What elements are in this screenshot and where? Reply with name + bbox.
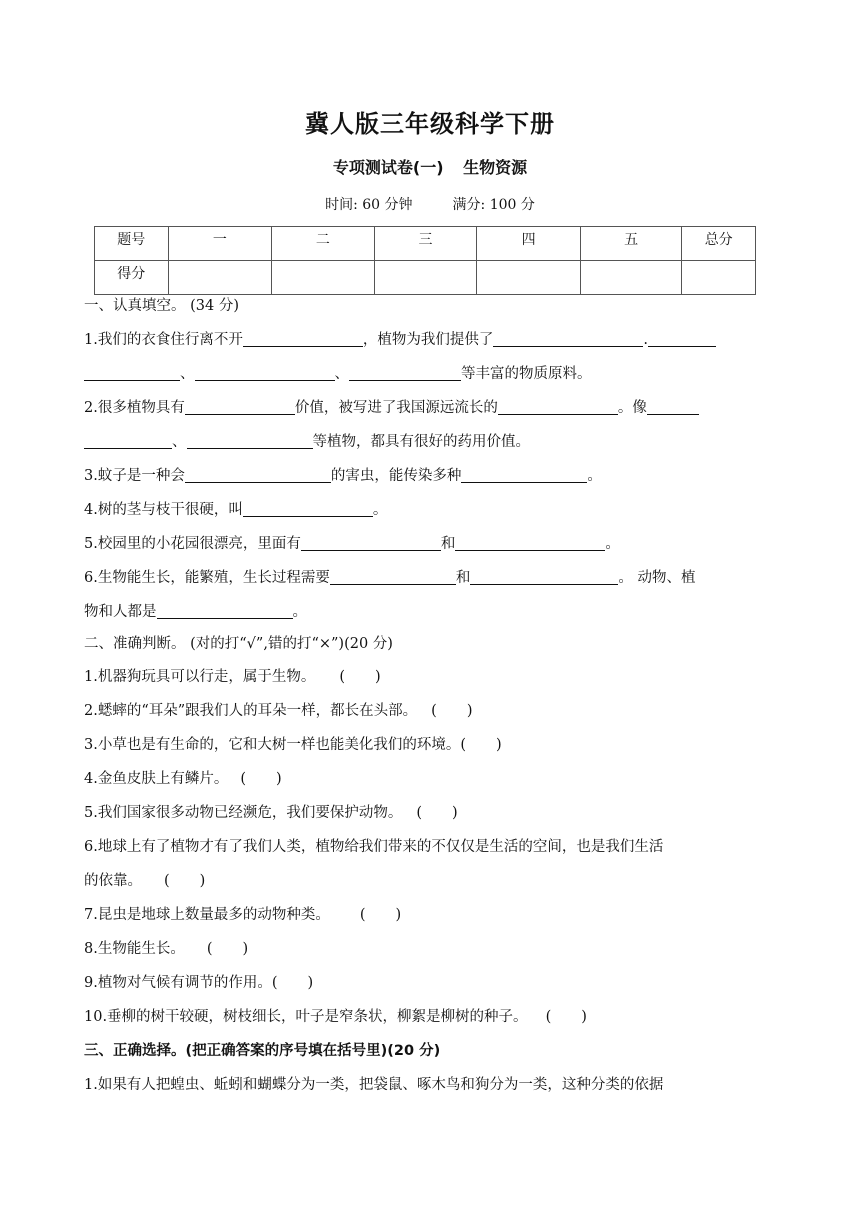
- answer-blank[interactable]: [185, 398, 295, 415]
- answer-blank[interactable]: [195, 364, 335, 381]
- judge-item-text: 4.金鱼皮肤上有鳞片。: [84, 771, 229, 787]
- q3-line: [84, 466, 776, 486]
- q1-sep: 、: [334, 366, 349, 382]
- score-cell: 题号: [95, 227, 169, 261]
- section2-heading: 二、准确判断。 (对的打“√”,错的打“×”)(20 分): [84, 636, 393, 652]
- judge-item: [84, 735, 776, 755]
- answer-paren[interactable]: ( ): [339, 669, 381, 685]
- answer-blank[interactable]: [493, 330, 643, 347]
- q3-text-c: 。: [587, 468, 602, 484]
- score-cell: 四: [477, 227, 581, 261]
- q1-line2: [84, 364, 776, 384]
- judge-item: [84, 939, 776, 959]
- judge-item-text: 3.小草也是有生命的，它和大树一样也能美化我们的环境。(: [84, 737, 466, 753]
- score-table-header-row: [95, 227, 756, 261]
- score-cell: 总分: [682, 227, 756, 261]
- score-cell: 三: [374, 227, 477, 261]
- answer-paren[interactable]: ( ): [206, 941, 249, 957]
- q3-text-b: 的害虫，能传染多种: [330, 468, 462, 484]
- answer-paren[interactable]: ( ): [431, 703, 473, 719]
- answer-blank[interactable]: [84, 432, 172, 449]
- page-subtitle: [0, 155, 860, 178]
- score-cell: 二: [272, 227, 375, 261]
- judge-item-continued: [84, 871, 776, 891]
- answer-paren[interactable]: ): [496, 737, 502, 753]
- answer-paren[interactable]: ( ): [359, 907, 402, 923]
- choice-question: 1.如果有人把蝗虫、蚯蚓和蝴蝶分为一类，把袋鼠、啄木鸟和狗分为一类，这种分类的依据: [84, 1077, 664, 1093]
- q6-text-c: 。 动物、植: [618, 570, 696, 586]
- score-cell: 一: [168, 227, 272, 261]
- q4-text-a: 4.树的茎与枝干很硬，叫: [84, 502, 243, 518]
- section1-heading: 一、认真填空。 (34 分): [84, 298, 239, 314]
- q4-text-b: 。: [372, 502, 388, 518]
- q2-text-d: 等植物，都具有很好的药用价值。: [312, 434, 530, 450]
- judge-item-text: 9.植物对气候有调节的作用。(: [84, 975, 278, 991]
- answer-paren[interactable]: ): [307, 975, 314, 991]
- q1-text-b: ，植物为我们提供了: [362, 332, 494, 348]
- q1-text-a: 1.我们的衣食住行离不开: [84, 332, 243, 348]
- answer-blank[interactable]: [349, 364, 461, 381]
- answer-blank[interactable]: [330, 568, 456, 585]
- exam-full-score: 满分: 100 分: [452, 197, 535, 213]
- score-input-cell[interactable]: [580, 261, 682, 295]
- answer-blank[interactable]: [647, 398, 699, 415]
- judge-item-text: 2.蟋蟀的“耳朵”跟我们人的耳朵一样，都长在头部。: [84, 703, 418, 719]
- score-cell: 五: [580, 227, 682, 261]
- q2-line2: [84, 432, 776, 452]
- score-input-cell[interactable]: [374, 261, 477, 295]
- q2-sep: 、: [172, 434, 187, 450]
- judge-item-text: 10.垂柳的树干较硬，树枝细长，叶子是窄条状，柳絮是柳树的种子。: [84, 1009, 528, 1025]
- q1-line1: [84, 330, 776, 350]
- q6-line2: [84, 602, 776, 622]
- answer-blank[interactable]: [455, 534, 605, 551]
- answer-blank[interactable]: [187, 432, 313, 449]
- answer-paren[interactable]: ( ): [545, 1009, 587, 1025]
- exam-time: 时间: 60 分钟: [325, 197, 413, 213]
- exam-meta: [0, 194, 860, 214]
- judge-item: [84, 973, 776, 993]
- subtitle-topic: 生物资源: [463, 158, 528, 177]
- q5-text-a: 5.校园里的小花园很漂亮，里面有: [84, 536, 301, 552]
- q2-text-b: 价值，被写进了我国源远流长的: [294, 400, 498, 416]
- q4-line: [84, 500, 776, 520]
- judge-item-text: 的依靠。: [84, 873, 142, 889]
- answer-blank[interactable]: [185, 466, 331, 483]
- q5-line: [84, 534, 776, 554]
- page-title: 冀人版三年级科学下册: [305, 110, 555, 138]
- q5-text-c: 。: [605, 536, 620, 552]
- judge-item: [84, 837, 776, 857]
- judge-item: [84, 701, 776, 721]
- q6-text-d: 物和人都是: [84, 604, 157, 620]
- judge-item: [84, 769, 776, 789]
- q1-text-c: .: [643, 332, 648, 348]
- answer-blank[interactable]: [243, 330, 363, 347]
- score-input-cell[interactable]: [477, 261, 581, 295]
- answer-blank[interactable]: [498, 398, 618, 415]
- subtitle-test-name: 专项测试卷(一): [332, 158, 444, 177]
- answer-blank[interactable]: [243, 500, 373, 517]
- answer-blank[interactable]: [461, 466, 587, 483]
- score-table: [94, 226, 756, 295]
- answer-blank[interactable]: [84, 364, 180, 381]
- q6-text-a: 6.生物能生长，能繁殖，生长过程需要: [84, 570, 330, 586]
- score-row-label: 得分: [95, 261, 169, 295]
- q2-text-a: 2.很多植物具有: [84, 400, 185, 416]
- score-input-cell[interactable]: [168, 261, 272, 295]
- score-table-score-row: [95, 261, 756, 295]
- q2-text-c: 。像: [617, 400, 647, 416]
- judge-item: [84, 803, 776, 823]
- q3-text-a: 3.蚊子是一种会: [84, 468, 185, 484]
- q1-sep: 、: [180, 366, 195, 382]
- score-input-cell[interactable]: [272, 261, 375, 295]
- answer-paren[interactable]: ( ): [240, 771, 282, 787]
- answer-blank[interactable]: [470, 568, 618, 585]
- answer-blank[interactable]: [301, 534, 441, 551]
- q6-text-b: 和: [455, 570, 471, 586]
- judge-item-text: 7.昆虫是地球上数量最多的动物种类。: [84, 907, 330, 923]
- judge-item-text: 8.生物能生长。: [84, 941, 185, 957]
- q2-line1: [84, 398, 776, 418]
- q6-text-e: 。: [292, 604, 307, 620]
- judge-item: [84, 905, 776, 925]
- answer-blank[interactable]: [157, 602, 293, 619]
- judge-item-text: 1.机器狗玩具可以行走，属于生物。: [84, 669, 316, 685]
- judge-item: [84, 1007, 776, 1027]
- answer-blank[interactable]: [648, 330, 716, 347]
- q6-line1: [84, 568, 776, 588]
- score-input-cell[interactable]: [682, 261, 756, 295]
- answer-paren[interactable]: ( ): [164, 873, 206, 889]
- judge-item-text: 6.地球上有了植物才有了我们人类，植物给我们带来的不仅仅是生活的空间，也是我们生活: [84, 839, 664, 855]
- section3-heading: 三、正确选择。(把正确答案的序号填在括号里)(20 分): [84, 1043, 441, 1059]
- judge-item: [84, 667, 776, 687]
- judge-item-text: 5.我们国家很多动物已经濒危，我们要保护动物。: [84, 805, 403, 821]
- q1-text-d: 等丰富的物质原料。: [461, 366, 592, 382]
- q5-text-b: 和: [440, 536, 456, 552]
- answer-paren[interactable]: ( ): [416, 805, 458, 821]
